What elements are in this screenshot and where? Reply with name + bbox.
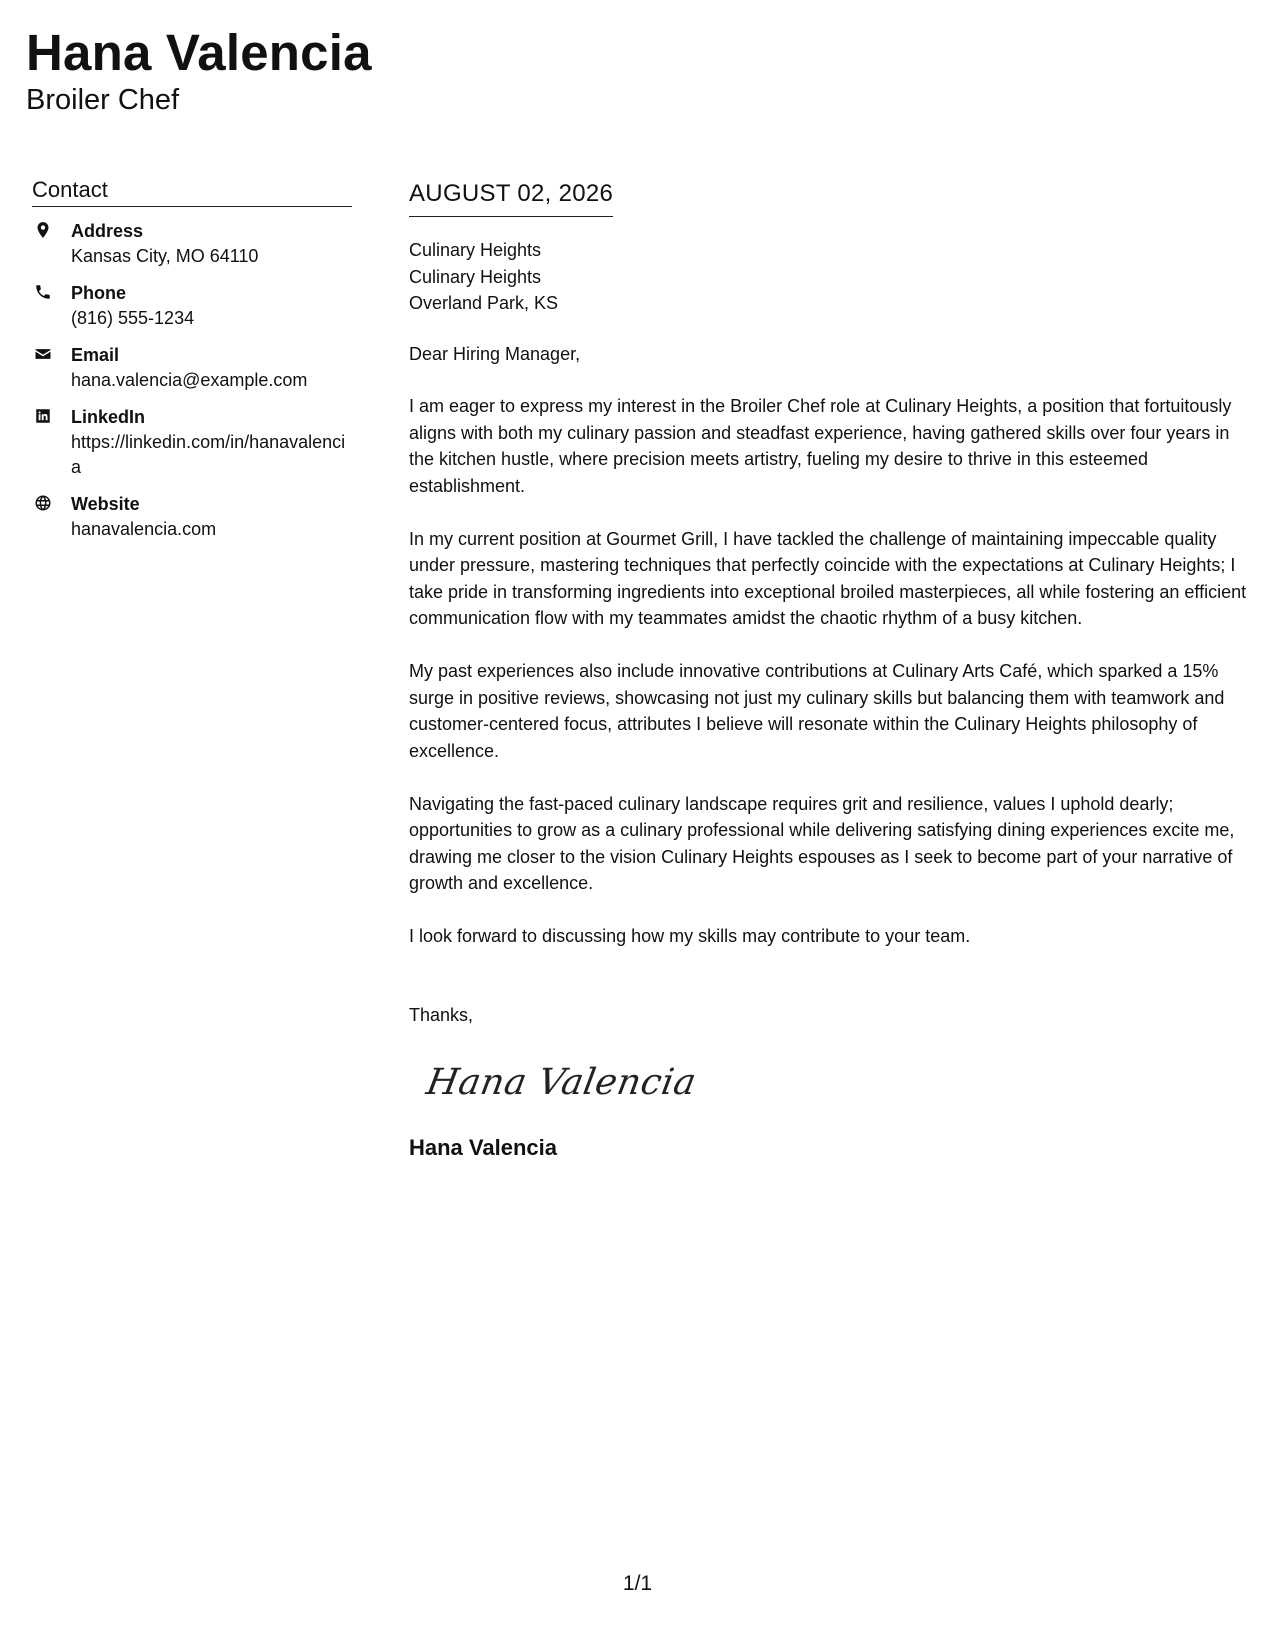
page-number: 1/1 <box>622 1572 653 1595</box>
letter-paragraph: I am eager to express my interest in the Broiler Chef role at Culinary Heights, a position that fortuitously aligns with both my culinary passion and steadfast experience, having gathered skills over four years in the kitchen hustle, where precision meets artistry, fueling my desire to thrive in this esteemed establishment. <box>409 396 1232 496</box>
contact-item-linkedin <box>32 405 352 480</box>
recipient-block <box>409 237 1251 317</box>
contact-item-phone <box>32 281 352 331</box>
recipient-line: Culinary Heights <box>409 240 542 260</box>
contact-label: Email <box>71 345 120 365</box>
signatory-name: Hana Valencia <box>409 1135 557 1160</box>
envelope-icon <box>32 345 54 367</box>
greeting: Dear Hiring Manager, <box>409 343 581 364</box>
contact-value[interactable]: hanavalencia.com <box>71 519 217 539</box>
contact-label: Address <box>71 221 144 241</box>
applicant-name: Hana Valencia <box>26 24 372 81</box>
letter-paragraph: My past experiences also include innovative contributions at Culinary Arts Café, which sparked a 15% surge in positive reviews, showcasing not just my culinary skills but balancing them with teamwork and customer-centered focus, attributes I believe will resonate within the Culinary Heights philosophy of excellence. <box>409 661 1225 761</box>
letter-paragraph: I look forward to discussing how my skills may contribute to your team. <box>409 926 971 946</box>
letter-body <box>409 178 1251 1162</box>
linkedin-icon <box>32 407 54 429</box>
contact-label: Website <box>71 494 140 514</box>
map-pin-icon <box>32 221 54 243</box>
contact-value: (816) 555-1234 <box>71 308 195 328</box>
contact-item-email <box>32 343 352 393</box>
letter-date: AUGUST 02, 2026 <box>409 178 613 217</box>
contact-value: hana.valencia@example.com <box>71 370 308 390</box>
recipient-line: Culinary Heights <box>409 266 542 287</box>
recipient-line: Overland Park, KS <box>409 293 559 313</box>
letter-paragraph: In my current position at Gourmet Grill, I have tackled the challenge of maintaining impeccable quality under pressure, mastering techniques that perfectly coincide with the expectations at Culinary Heights; I take pride in transforming ingredients into exceptional broiled masterpieces, all while fostering an efficient communication flow with my teammates amidst the chaotic rhythm of a busy kitchen. <box>409 528 1247 628</box>
globe-icon <box>32 494 54 516</box>
contact-item-website <box>32 492 352 542</box>
contact-heading: Contact <box>32 176 352 207</box>
contact-item-address <box>32 219 352 269</box>
handwritten-signature: Hana Valencia <box>423 1062 700 1103</box>
closing: Thanks, <box>409 1004 474 1025</box>
header <box>26 22 372 116</box>
contact-sidebar <box>32 176 352 554</box>
letter-paragraph: Navigating the fast-paced culinary landscape requires grit and resilience, values I uphold dearly; opportunities to grow as a culinary professional while delivering satisfying dining experiences excite me, drawing me closer to the vision Culinary Heights espouses as I seek to become part of your narrative of growth and excellence. <box>409 793 1235 893</box>
job-title: Broiler Chef <box>26 84 180 116</box>
contact-label: Phone <box>71 283 127 303</box>
contact-value: Kansas City, MO 64110 <box>71 246 259 266</box>
phone-icon <box>32 283 54 305</box>
contact-label: LinkedIn <box>71 407 146 427</box>
contact-value[interactable]: https://linkedin.com/in/hanavalencia <box>71 432 346 477</box>
